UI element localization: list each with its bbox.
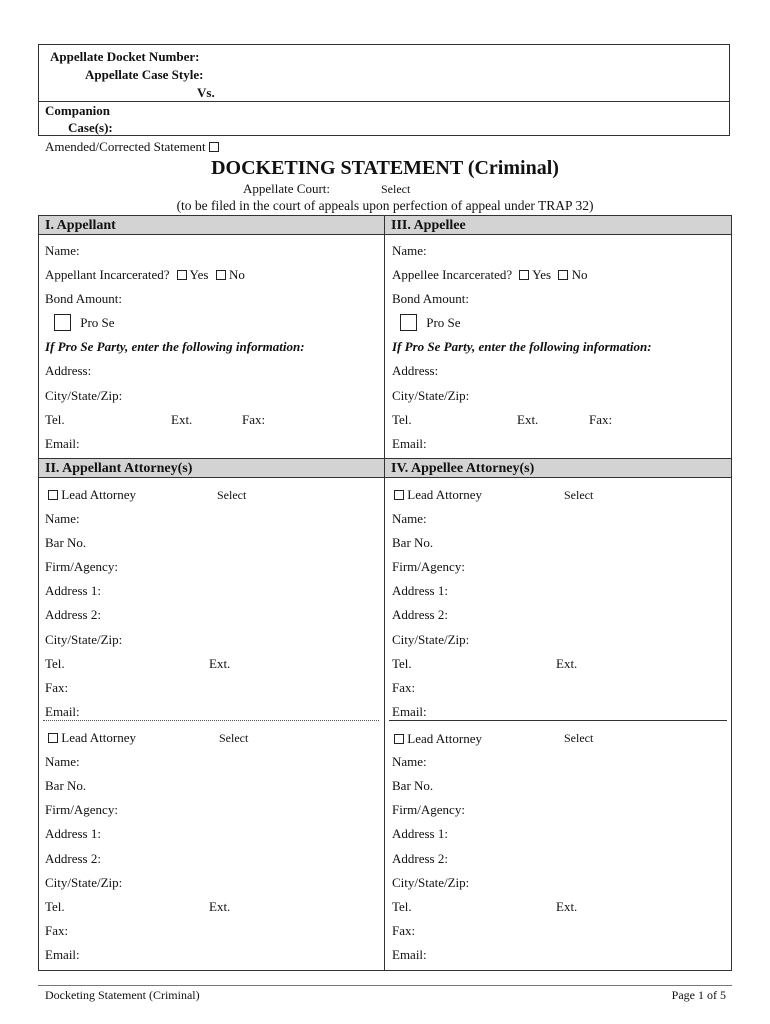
appellee-attorney1-name-label: Name: [392, 511, 427, 526]
vs-label: Vs. [197, 85, 215, 100]
appellee-attorney2-select[interactable]: Select [564, 731, 594, 745]
appellee-pro-se-row [400, 314, 461, 331]
appellee-attorney2-address1-label: Address 1: [392, 826, 448, 841]
appellant-attorney1-lead-checkbox[interactable] [48, 490, 58, 500]
appellee-attorney1-bar-label: Bar No. [392, 535, 434, 550]
appellee-attorney1-address2-label: Address 2: [392, 607, 448, 622]
appellant-attorney1-fax-label: Fax: [45, 680, 69, 695]
amended-label: Amended/Corrected Statement [45, 139, 206, 154]
appellant-incarcerated-label: Appellant Incarcerated? [45, 267, 170, 282]
appellate-court-select[interactable]: Select [381, 182, 411, 196]
appellant-attorney-separator [43, 720, 379, 721]
appellee-incarcerated-row [392, 267, 588, 283]
appellant-attorney2-name-label: Name: [45, 754, 80, 769]
column-divider [384, 215, 385, 971]
appellee-attorney1-lead-row [394, 487, 482, 503]
appellant-attorney2-ext-label: Ext. [209, 899, 231, 914]
appellee-attorney1-email-label: Email: [392, 704, 427, 719]
lead-attorney-label: Lead Attorney [61, 730, 136, 745]
appellant-attorney1-name-label: Name: [45, 511, 80, 526]
appellant-city-label: City/State/Zip: [45, 388, 123, 403]
pro-se-label: Pro Se [426, 315, 461, 330]
lead-attorney-label: Lead Attorney [407, 731, 482, 746]
appellant-attorney2-fax-label: Fax: [45, 923, 69, 938]
appellant-bond-label: Bond Amount: [45, 291, 122, 306]
footer-rule [38, 985, 732, 986]
appellant-fax-label: Fax: [242, 412, 266, 427]
amended-checkbox[interactable] [209, 142, 219, 152]
appellant-attorney1-tel-label: Tel. [45, 656, 65, 671]
appellant-pro-se-instruction: If Pro Se Party, enter the following information: [45, 339, 305, 354]
appellee-attorney1-city-label: City/State/Zip: [392, 632, 470, 647]
appellee-attorney1-fax-label: Fax: [392, 680, 416, 695]
page-number: Page 1 of 5 [671, 988, 726, 1002]
appellee-attorney-separator [389, 720, 727, 721]
appellee-incarcerated-yes-checkbox[interactable] [519, 270, 529, 280]
appellant-attorney1-select[interactable]: Select [217, 488, 247, 502]
appellant-name-label: Name: [45, 243, 80, 258]
docket-number-label: Appellate Docket Number: [50, 49, 200, 64]
appellant-attorney1-address2-label: Address 2: [45, 607, 101, 622]
no-label: No [228, 267, 245, 282]
appellee-attorney1-firm-label: Firm/Agency: [392, 559, 465, 574]
section-appellee-header: III. Appellee [385, 216, 731, 235]
no-label: No [571, 267, 588, 282]
section-appellee-attorney-header: IV. Appellee Attorney(s) [385, 459, 731, 478]
appellee-attorney1-address1-label: Address 1: [392, 583, 448, 598]
yes-label: Yes [532, 267, 552, 282]
appellee-address-label: Address: [392, 363, 439, 378]
appellant-attorney1-lead-row [48, 487, 136, 503]
header-divider [39, 101, 729, 102]
yes-label: Yes [189, 267, 209, 282]
appellee-email-label: Email: [392, 436, 427, 451]
appellee-attorney2-lead-checkbox[interactable] [394, 734, 404, 744]
appellant-incarcerated-yes-checkbox[interactable] [177, 270, 187, 280]
appellee-attorney2-firm-label: Firm/Agency: [392, 802, 465, 817]
appellee-bond-label: Bond Amount: [392, 291, 469, 306]
appellee-attorney2-bar-label: Bar No. [392, 778, 434, 793]
appellee-attorney2-name-label: Name: [392, 754, 427, 769]
pro-se-label: Pro Se [80, 315, 115, 330]
appellee-attorney2-ext-label: Ext. [556, 899, 578, 914]
appellant-incarcerated-row [45, 267, 245, 283]
appellant-email-label: Email: [45, 436, 80, 451]
appellant-pro-se-row [54, 314, 115, 331]
appellant-attorney2-city-label: City/State/Zip: [45, 875, 123, 890]
appellee-attorney1-ext-label: Ext. [556, 656, 578, 671]
page-title: DOCKETING STATEMENT (Criminal) [211, 157, 559, 179]
appellee-attorney2-email-label: Email: [392, 947, 427, 962]
appellant-attorney1-bar-label: Bar No. [45, 535, 87, 550]
appellant-attorney2-tel-label: Tel. [45, 899, 65, 914]
appellee-name-label: Name: [392, 243, 427, 258]
appellee-incarcerated-no-checkbox[interactable] [558, 270, 568, 280]
section-appellant-header: I. Appellant [39, 216, 384, 235]
appellant-attorney1-ext-label: Ext. [209, 656, 231, 671]
cases-label: Case(s): [68, 120, 113, 135]
appellant-incarcerated-no-checkbox[interactable] [216, 270, 226, 280]
appellee-attorney1-select[interactable]: Select [564, 488, 594, 502]
parties-box [38, 215, 732, 971]
appellee-incarcerated-label: Appellee Incarcerated? [392, 267, 513, 282]
appellee-pro-se-instruction: If Pro Se Party, enter the following information: [392, 339, 652, 354]
appellant-attorney2-address2-label: Address 2: [45, 851, 101, 866]
appellant-attorney2-email-label: Email: [45, 947, 80, 962]
appellee-city-label: City/State/Zip: [392, 388, 470, 403]
appellant-address-label: Address: [45, 363, 92, 378]
appellee-attorney2-city-label: City/State/Zip: [392, 875, 470, 890]
lead-attorney-label: Lead Attorney [61, 487, 136, 502]
appellant-attorney2-select[interactable]: Select [219, 731, 249, 745]
amended-row [45, 139, 219, 155]
appellee-attorney2-tel-label: Tel. [392, 899, 412, 914]
appellee-ext-label: Ext. [517, 412, 539, 427]
appellant-pro-se-checkbox[interactable] [54, 314, 71, 331]
appellant-tel-label: Tel. [45, 412, 65, 427]
appellant-attorney1-city-label: City/State/Zip: [45, 632, 123, 647]
appellant-attorney2-lead-checkbox[interactable] [48, 733, 58, 743]
appellant-attorney2-bar-label: Bar No. [45, 778, 87, 793]
appellant-ext-label: Ext. [171, 412, 193, 427]
lead-attorney-label: Lead Attorney [407, 487, 482, 502]
appellant-attorney2-lead-row [48, 730, 136, 746]
appellee-attorney2-address2-label: Address 2: [392, 851, 448, 866]
appellate-court-label: Appellate Court: [243, 181, 331, 196]
appellant-attorney2-address1-label: Address 1: [45, 826, 101, 841]
appellee-pro-se-checkbox[interactable] [400, 314, 417, 331]
filing-instruction: (to be filed in the court of appeals upon perfection of appeal under TRAP 32) [176, 198, 594, 213]
companion-label: Companion [45, 103, 111, 118]
section-appellant-attorney-header: II. Appellant Attorney(s) [39, 459, 384, 478]
case-header-box [38, 44, 730, 136]
appellee-attorney2-fax-label: Fax: [392, 923, 416, 938]
appellant-attorney1-address1-label: Address 1: [45, 583, 101, 598]
case-style-label: Appellate Case Style: [85, 67, 204, 82]
appellant-attorney1-email-label: Email: [45, 704, 80, 719]
appellant-attorney2-firm-label: Firm/Agency: [45, 802, 118, 817]
appellee-fax-label: Fax: [589, 412, 613, 427]
appellant-attorney1-firm-label: Firm/Agency: [45, 559, 118, 574]
appellee-attorney2-lead-row [394, 731, 482, 747]
appellee-tel-label: Tel. [392, 412, 412, 427]
footer-title: Docketing Statement (Criminal) [45, 988, 200, 1002]
appellee-attorney1-lead-checkbox[interactable] [394, 490, 404, 500]
appellee-attorney1-tel-label: Tel. [392, 656, 412, 671]
